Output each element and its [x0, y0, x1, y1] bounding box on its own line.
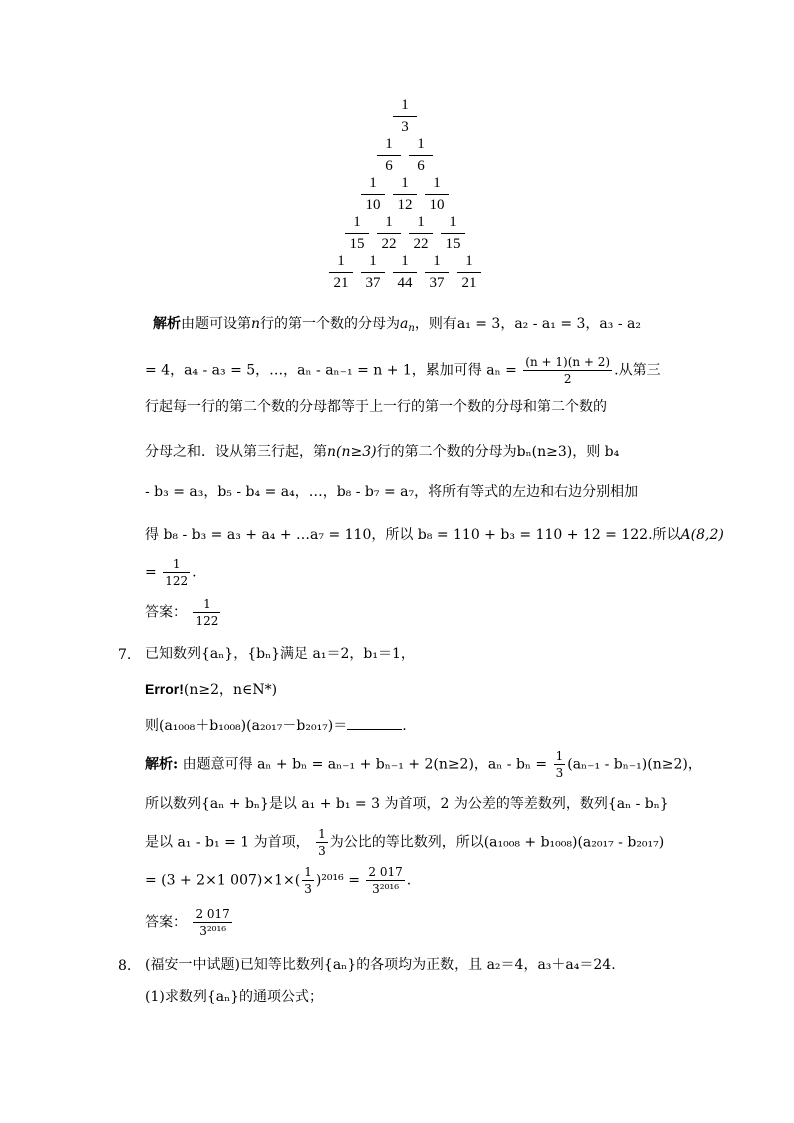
denominator: 3	[304, 882, 312, 896]
fraction	[366, 866, 404, 895]
text: = 4，a₄ - a₃ = 5，…，aₙ - aₙ₋₁ = n + 1，累加可得 aₙ =	[145, 362, 517, 379]
text: (n≥2，n∈N*)	[183, 682, 278, 698]
text: 由题意可得 aₙ + bₙ = aₙ₋₁ + bₙ₋₁ + 2(n≥2)，aₙ - bₙ =	[182, 756, 548, 773]
q6-analysis-line-2	[145, 356, 661, 385]
numerator: 1	[304, 865, 312, 879]
numerator: 1	[385, 136, 393, 152]
numerator: 1	[465, 253, 473, 269]
fraction	[193, 908, 231, 937]
numerator: 1	[337, 253, 345, 269]
triangle-fraction	[409, 215, 433, 252]
numerator: 1	[172, 557, 181, 571]
q6-analysis-line-7	[145, 558, 197, 587]
denominator: 3²⁰¹⁶	[372, 882, 400, 896]
numerator: 1	[369, 253, 377, 269]
var: n(n≥3)	[327, 444, 377, 460]
text: )²⁰¹⁶ =	[315, 872, 360, 889]
text: 行的第一个数的分母为	[260, 316, 401, 332]
fraction	[554, 750, 566, 779]
fraction	[193, 598, 220, 627]
text: 由题可设第	[181, 316, 251, 332]
denominator: 44	[397, 275, 413, 291]
answer-label: 答案：	[145, 604, 187, 621]
analysis-label: 解析:	[145, 756, 179, 773]
numerator: 1	[555, 749, 564, 763]
q6-analysis-line-3: 行起每一行的第二个数的分母都等于上一行的第一个数的分母和第二个数的	[145, 399, 607, 415]
q7-analysis-4	[145, 866, 411, 895]
denominator: 2	[563, 372, 572, 386]
numerator: 1	[353, 214, 361, 230]
triangle-fraction	[361, 176, 385, 213]
q8-part1: (1)求数列{aₙ}的通项公式；	[145, 989, 324, 1005]
triangle-fraction	[441, 215, 465, 252]
numerator: 1	[433, 175, 441, 191]
text: .从第三	[614, 362, 661, 379]
denominator: 22	[381, 236, 397, 252]
triangle-fraction	[345, 215, 369, 252]
numerator: 1	[318, 827, 326, 841]
q6-analysis-line-6	[145, 528, 724, 542]
text: 则(a₁₀₀₈＋b₁₀₀₈)(a₂₀₁₇－b₂₀₁₇)＝	[145, 718, 348, 734]
text: 为公比的等比数列，所以(a₁₀₀₈ + b₁₀₀₈)(a₂₀₁₇ - b₂₀₁₇)	[329, 834, 665, 851]
triangle-fraction	[377, 215, 401, 252]
denominator: 21	[461, 275, 477, 291]
numerator: 2 017	[368, 865, 403, 879]
q7-stem: 已知数列{aₙ}，{bₙ}满足 a₁＝2，b₁＝1，	[145, 646, 415, 662]
denominator: 3	[401, 119, 409, 135]
triangle-fraction	[425, 254, 449, 291]
triangle-fraction	[393, 98, 417, 135]
numerator: 1	[401, 175, 409, 191]
text: .	[192, 564, 197, 581]
triangle-fraction	[393, 176, 417, 213]
numerator: 2 017	[195, 907, 230, 921]
text: ，则有	[414, 316, 457, 332]
denominator: 122	[165, 574, 189, 588]
text: .	[406, 872, 412, 889]
denominator: 3	[318, 844, 326, 858]
text: 是以 a₁ - b₁ = 1 为首项，	[145, 834, 310, 851]
numerator: 1	[417, 136, 425, 152]
numerator: 1	[433, 253, 441, 269]
q6-analysis-line-1: 解析由题可设第n行的第一个数的分母为$a_n$，则有a₁ = 3，a₂ - a₁ = 3，a₃ - a₂	[153, 316, 641, 334]
var: n	[251, 316, 261, 332]
denominator: 12	[397, 197, 413, 213]
q7-answer	[145, 908, 234, 937]
q7-analysis-3	[145, 828, 664, 857]
q7-error-line	[145, 682, 277, 697]
q7-analysis-2: 所以数列{aₙ + bₙ}是以 a₁ + b₁ = 3 为首项，2 为公差的等差数列，数列{aₙ - bₙ}	[145, 796, 669, 812]
denominator: 15	[445, 236, 461, 252]
text: 得 b₈ - b₃ = a₃ + a₄ + …a₇ = 110，所以 b₈ = 110 + b₃ = 110 + 12 = 122.所以	[145, 527, 681, 543]
fraction	[523, 356, 612, 385]
analysis-label: 解析	[153, 316, 181, 332]
q8-number: 8.	[118, 958, 132, 974]
fraction	[163, 558, 190, 587]
denominator: 3²⁰¹⁶	[199, 924, 227, 938]
triangle-fraction	[457, 254, 481, 291]
q6-analysis-line-4	[145, 445, 619, 459]
triangle-fraction	[409, 137, 433, 174]
text: a₁ = 3，a₂ - a₁ = 3，a₃ - a₂	[456, 316, 641, 332]
numerator: 1	[385, 214, 393, 230]
text: =	[145, 564, 157, 581]
text: = (3 + 2×1 007)×1×(	[145, 872, 301, 889]
q7-number: 7.	[118, 647, 132, 663]
text: bₙ(n≥3)，则 b₄	[516, 444, 620, 460]
denominator: 21	[333, 275, 349, 291]
text: .	[402, 718, 407, 734]
q7-ask	[145, 718, 407, 733]
numerator: 1	[203, 597, 211, 611]
denominator: 15	[349, 236, 365, 252]
denominator: 122	[195, 614, 219, 628]
numerator: 1	[401, 97, 409, 113]
triangle-fraction	[377, 137, 401, 174]
denominator: 3	[555, 766, 564, 780]
text: 分母之和．设从第三行起，第	[145, 444, 327, 460]
triangle-fraction	[393, 254, 417, 291]
denominator: 37	[365, 275, 381, 291]
denominator: 10	[365, 197, 381, 213]
denominator: 10	[429, 197, 445, 213]
denominator: 6	[385, 158, 393, 174]
denominator: 22	[413, 236, 429, 252]
denominator: 37	[429, 275, 445, 291]
triangle-fraction	[361, 254, 385, 291]
text: 行的第二个数的分母为	[376, 444, 517, 460]
answer-blank	[347, 718, 402, 730]
error-text: Error!	[145, 681, 184, 697]
var: A(8,2)	[680, 527, 724, 543]
text: (aₙ₋₁ - bₙ₋₁)(n≥2)，	[567, 756, 702, 773]
numerator: 1	[417, 214, 425, 230]
numerator: (n + 1)(n + 2)	[525, 355, 611, 369]
numerator: 1	[369, 175, 377, 191]
numerator: 1	[401, 253, 409, 269]
denominator: 6	[417, 158, 425, 174]
fraction	[316, 828, 328, 857]
triangle-fraction	[329, 254, 353, 291]
numerator: 1	[449, 214, 457, 230]
answer-label: 答案：	[145, 914, 187, 931]
q7-analysis-1	[145, 750, 702, 779]
q8-stem: (福安一中试题)已知等比数列{aₙ}的各项均为正数，且 a₂＝4，a₃＋a₄＝24.	[145, 957, 616, 973]
q6-answer	[145, 598, 222, 627]
var: a	[400, 316, 409, 332]
q6-analysis-line-5: - b₃ = a₃，b₅ - b₄ = a₄，…，b₈ - b₇ = a₇，将所有等式的左边和右边分别相加	[145, 484, 639, 500]
fraction	[302, 866, 314, 895]
triangle-fraction	[425, 176, 449, 213]
